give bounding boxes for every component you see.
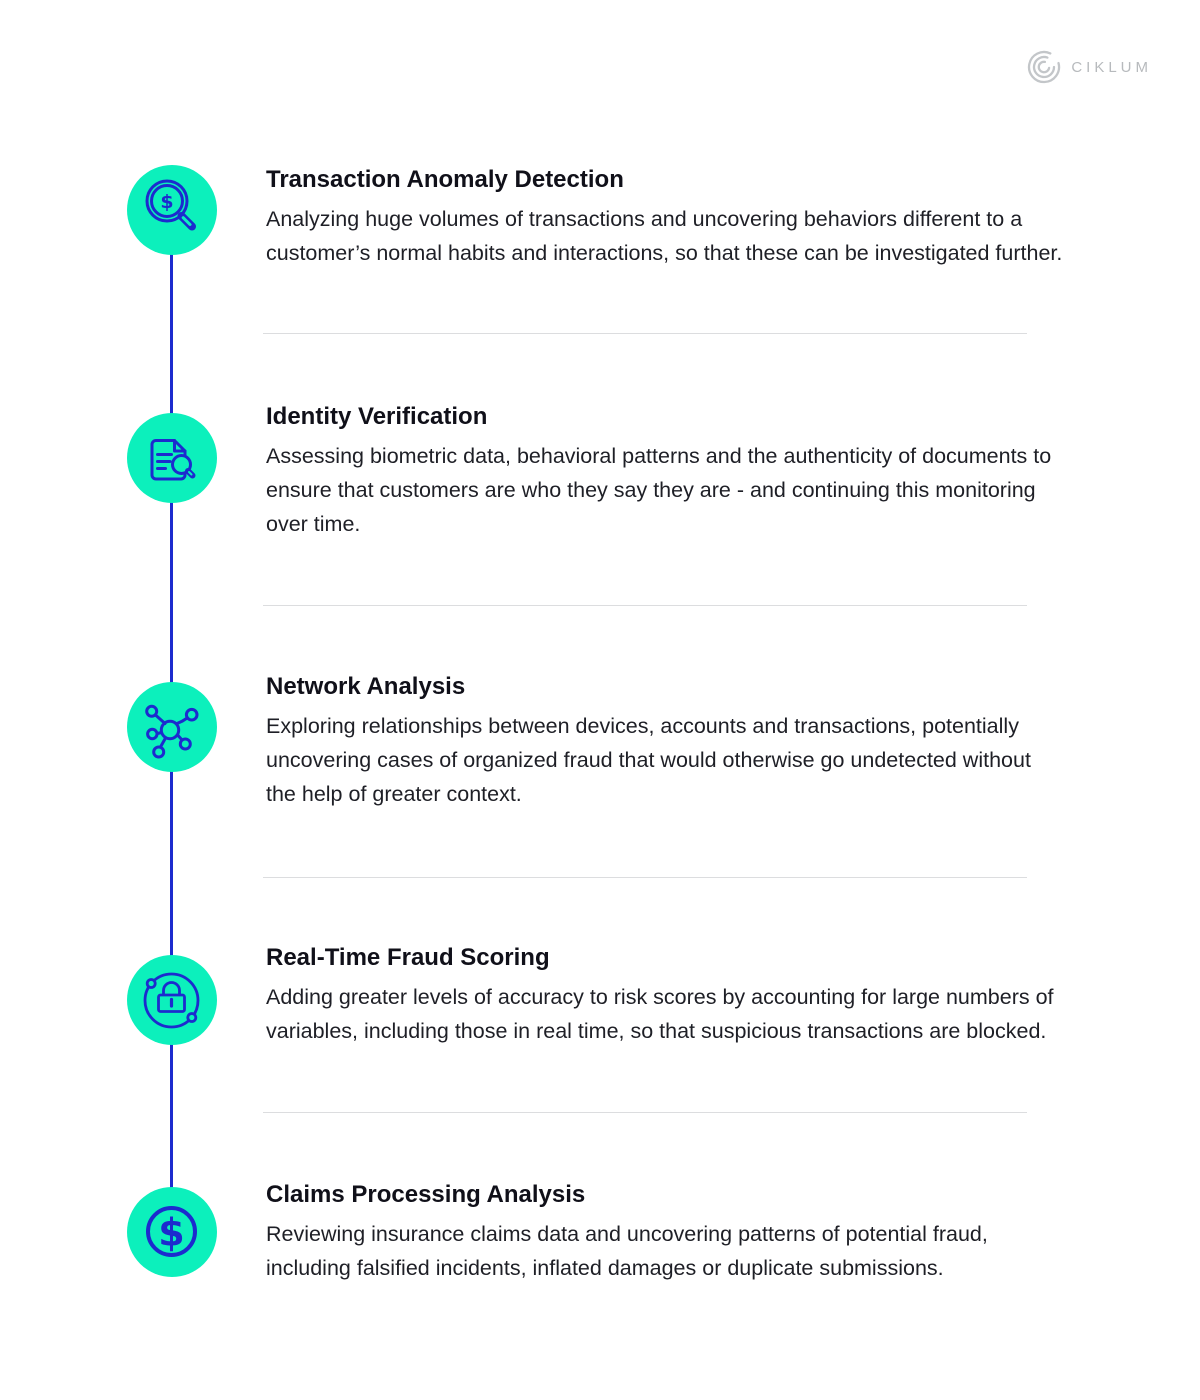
section-divider bbox=[263, 1112, 1027, 1113]
ciklum-logo-icon bbox=[1027, 50, 1061, 84]
section-divider bbox=[263, 877, 1027, 878]
item-description: Exploring relationships between devices, accounts and transactions, potentially uncovering cases of organized fraud that would otherwise go undetected without the help of greater context. bbox=[266, 714, 1031, 806]
lock-circle-icon bbox=[127, 955, 217, 1045]
item-title: Claims Processing Analysis bbox=[266, 1181, 586, 1208]
item-title: Transaction Anomaly Detection bbox=[266, 166, 624, 193]
item-text-block bbox=[266, 402, 1066, 541]
item-icon-circle bbox=[127, 413, 217, 503]
document-search-icon bbox=[127, 413, 217, 503]
item-description: Assessing biometric data, behavioral patterns and the authenticity of documents to ensure that customers are who they say they are - and continuing this monitoring over time. bbox=[266, 444, 1052, 536]
item-title: Network Analysis bbox=[266, 673, 466, 700]
item-icon-circle bbox=[127, 682, 217, 772]
dollar-circle-icon bbox=[127, 1187, 217, 1277]
item-description: Analyzing huge volumes of transactions and uncovering behaviors different to a customer’s normal habits and interactions, so that these can be investigated further. bbox=[266, 207, 1063, 265]
item-text-block bbox=[266, 165, 1066, 270]
item-icon-circle bbox=[127, 1187, 217, 1277]
item-description: Reviewing insurance claims data and uncovering patterns of potential fraud, including falsified incidents, inflated damages or duplicate submissions. bbox=[266, 1222, 988, 1280]
item-description: Adding greater levels of accuracy to risk scores by accounting for large numbers of variables, including those in real time, so that suspicious transactions are blocked. bbox=[266, 985, 1054, 1043]
magnifier-dollar-icon bbox=[127, 165, 217, 255]
item-title: Identity Verification bbox=[266, 403, 488, 430]
svg-text:$: $ bbox=[158, 1210, 185, 1255]
brand-logo bbox=[1027, 50, 1152, 84]
item-icon-circle bbox=[127, 165, 217, 255]
section-divider bbox=[263, 333, 1027, 334]
item-text-block bbox=[266, 672, 1066, 811]
network-nodes-icon bbox=[127, 682, 217, 772]
section-divider bbox=[263, 605, 1027, 606]
item-title: Real-Time Fraud Scoring bbox=[266, 944, 550, 971]
brand-name: CIKLUM bbox=[1071, 58, 1152, 76]
item-text-block bbox=[266, 1180, 1066, 1285]
svg-text:$: $ bbox=[160, 191, 174, 213]
item-icon-circle bbox=[127, 955, 217, 1045]
item-text-block bbox=[266, 943, 1066, 1048]
